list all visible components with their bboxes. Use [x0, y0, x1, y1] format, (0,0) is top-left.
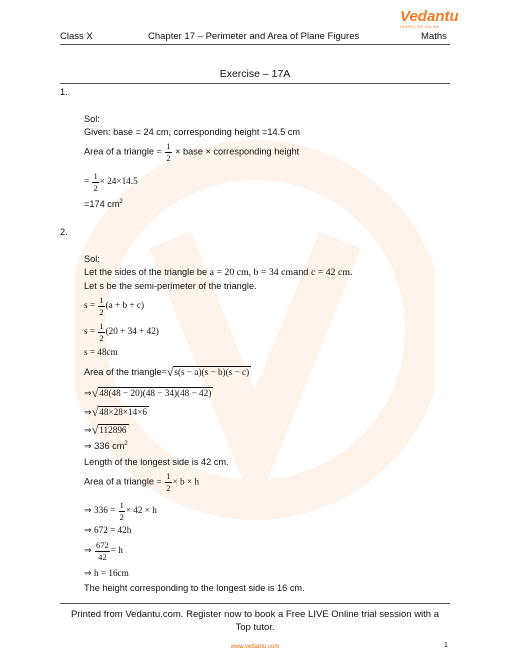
q2-eq4 — [84, 569, 129, 578]
q2-s-eq1 — [84, 296, 144, 316]
area-val: 336 cm — [94, 441, 125, 452]
heron-prod: 48×28×14×6 — [99, 407, 147, 417]
let-sides-prefix: Let the sides of the triangle be — [84, 267, 208, 277]
eq3-num: 672 — [96, 540, 109, 550]
header-rule — [60, 44, 450, 45]
frac-den: 2 — [166, 152, 171, 163]
implies-sign: ⇒ — [84, 505, 92, 516]
radical-sign: √ — [91, 386, 99, 400]
area-tri-label: Area of a triangle — [84, 476, 154, 487]
equals-sign: = — [156, 476, 162, 487]
and-word: and — [293, 267, 309, 277]
eq3-tail: = h — [110, 545, 123, 556]
eq1-lhs: 336 = — [94, 505, 116, 516]
radical-sign: √ — [91, 405, 99, 419]
footer-rule — [60, 603, 450, 604]
q2-s-eq2 — [84, 322, 159, 342]
half-fraction — [98, 322, 104, 342]
frac-den: 2 — [166, 482, 171, 493]
frac-num: 1 — [93, 171, 98, 181]
half-fraction — [92, 172, 98, 192]
frac-den: 2 — [93, 182, 98, 193]
exercise-title: Exercise – 17A — [219, 68, 291, 80]
class-label: Class X — [60, 31, 93, 42]
frac-den: 2 — [119, 511, 124, 522]
q2-heron-step1 — [84, 387, 213, 399]
half-fraction — [165, 142, 171, 162]
eq4: h = 16cm — [94, 568, 129, 578]
eq3-den: 42 — [98, 551, 107, 562]
half-fraction — [165, 472, 171, 492]
footer-text — [60, 608, 450, 634]
q1-result — [84, 199, 123, 209]
s-eq: s = — [84, 326, 96, 337]
exercise-rule — [60, 83, 450, 84]
q2-number: 2. — [60, 227, 68, 237]
q2-eq3 — [84, 541, 123, 561]
area-tri-tail: × b × h — [172, 476, 199, 487]
area-label: Area of a triangle — [84, 146, 154, 157]
q2-eq1 — [84, 501, 157, 521]
q1-step1 — [84, 172, 138, 192]
q2-heron-step3 — [84, 424, 129, 436]
result-sup: 2 — [119, 199, 123, 205]
eq2: 672 = 42h — [94, 525, 132, 535]
q2-area-tri — [84, 472, 199, 492]
equals-sign: = — [161, 367, 167, 377]
chapter-title: Chapter 17 – Perimeter and Area of Plane Figures — [148, 31, 360, 42]
page-number: 1 — [444, 642, 448, 649]
q2-eq2 — [84, 526, 131, 535]
q1-area-formula — [84, 142, 299, 162]
frac-num: 1 — [166, 141, 171, 151]
formula-tail: × base × corresponding height — [175, 146, 300, 157]
frac-num: 1 — [99, 295, 104, 305]
q1-sol: Sol: — [84, 114, 100, 124]
half-fraction — [98, 296, 104, 316]
area-sup: 2 — [124, 441, 128, 447]
step1-tail: × 24×14.5 — [99, 176, 138, 187]
frac-den: 2 — [99, 306, 104, 317]
s-eq2-tail: (20 + 34 + 42) — [105, 326, 159, 337]
logo-text: Vedantu — [400, 8, 459, 25]
sides-ab: a = 20 cm, b = 34 cm — [209, 267, 294, 278]
frac-num: 1 — [119, 500, 124, 510]
eq1-tail: × 42 × h — [125, 505, 157, 516]
eq3-fraction — [95, 541, 110, 561]
q2-longest-side: Length of the longest side is 42 cm. — [84, 457, 229, 467]
q2-sides — [84, 268, 352, 278]
implies-sign: ⇒ — [84, 545, 92, 556]
q1-given: Given: base = 24 cm, corresponding height =14.5 cm — [84, 127, 301, 137]
vedantu-logo[interactable] — [400, 8, 459, 29]
implies-sign: ⇒ — [84, 441, 92, 452]
heron-label: Area of the triangle — [84, 367, 162, 377]
q2-s-result: s = 48cm — [84, 347, 118, 357]
logo-tagline: LEARN LIVE ONLINE — [400, 25, 440, 29]
equals-sign: = — [84, 176, 90, 187]
implies-sign: ⇒ — [84, 568, 92, 578]
footer-url[interactable]: www.vedantu.com — [230, 644, 280, 650]
q2-heron-step2 — [84, 406, 149, 418]
q1-number: 1. — [60, 87, 68, 97]
heron-val: 112896 — [99, 425, 127, 435]
s-eq1-tail: (a + b + c) — [105, 300, 145, 311]
heron-num: 48(48 − 20)(48 − 34)(48 − 42) — [99, 388, 212, 398]
implies-sign: ⇒ — [84, 425, 92, 435]
frac-den: 2 — [99, 332, 104, 343]
implies-sign: ⇒ — [84, 407, 92, 417]
result-text: =174 cm — [84, 199, 120, 210]
radical-sign: √ — [166, 365, 174, 379]
q2-area-val — [84, 441, 128, 451]
footer-line1: Printed from Vedantu.com. Register now to book a Free LIVE Online trial session with a — [70, 609, 440, 620]
s-eq: s = — [84, 300, 96, 311]
frac-num: 1 — [99, 321, 104, 331]
side-c: c = 42 cm. — [310, 267, 353, 278]
q2-conclusion: The height corresponding to the longest side is 16 cm. — [84, 583, 305, 593]
implies-sign: ⇒ — [84, 525, 92, 535]
implies-sign: ⇒ — [84, 388, 92, 398]
q2-heron — [84, 366, 251, 378]
footer-line2: Top tutor. — [235, 622, 275, 633]
heron-radicand: s(s − a)(s − b)(s − c) — [174, 367, 250, 377]
q2-sol: Sol: — [84, 254, 100, 264]
equals-sign: = — [156, 146, 162, 157]
half-fraction — [119, 501, 125, 521]
subject-label: Maths — [421, 31, 447, 42]
q2-let-s: Let s be the semi-perimeter of the triangle. — [84, 281, 257, 291]
radical-sign: √ — [91, 423, 99, 437]
frac-num: 1 — [166, 471, 171, 481]
